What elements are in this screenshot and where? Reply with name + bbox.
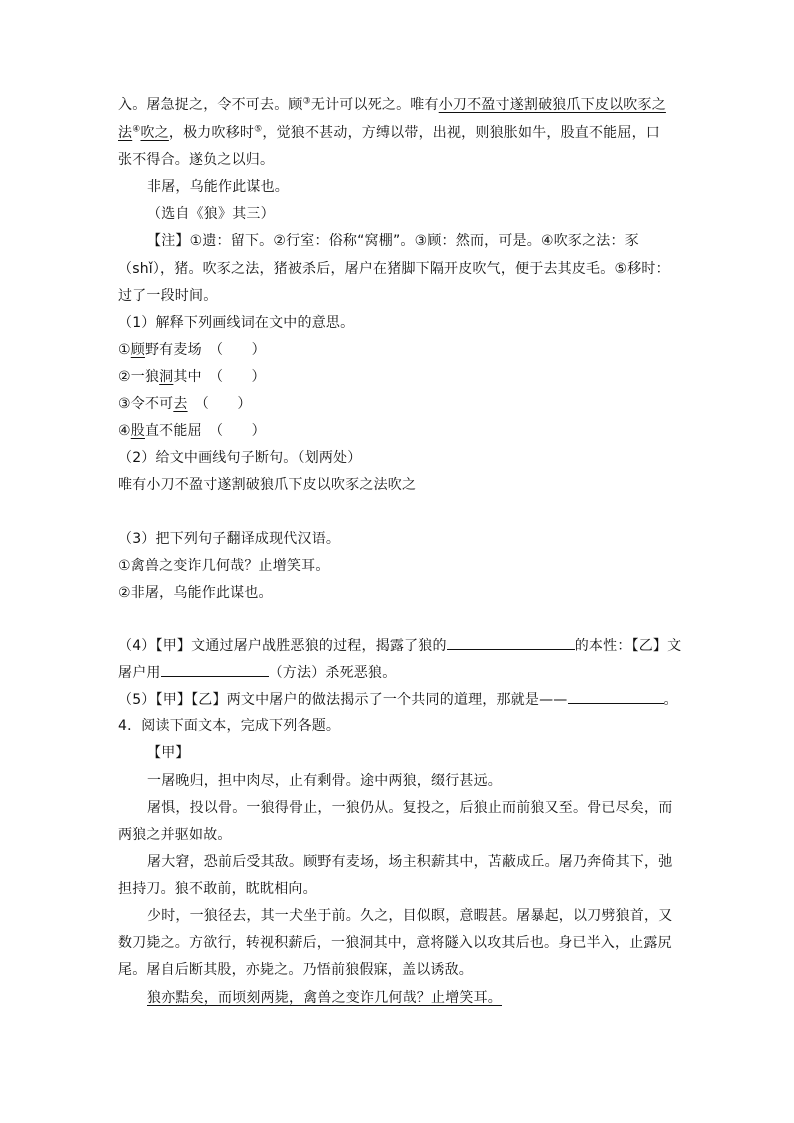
answer-blank[interactable] xyxy=(447,636,575,650)
passage-line-9 xyxy=(147,989,502,1007)
text-line-4: 非屠，乌能作此谋也。 xyxy=(147,179,289,195)
passage-line-4: 屠大窘，恐前后受其敌。顾野有麦场，场主积薪其中，苫蔽成丘。屠乃奔倚其下，弛 xyxy=(147,854,673,870)
question-3-item-1: ①禽兽之变诈几何哉？止增笑耳。 xyxy=(118,558,330,574)
underlined-sentence: 狼亦黠矣，而顷刻两毙，禽兽之变诈几何哉？止增笑耳。 xyxy=(147,990,502,1006)
question-3: （3）把下列句子翻译成现代汉语。 xyxy=(118,531,341,547)
text-line-2 xyxy=(118,124,660,142)
underlined-sentence: 法 xyxy=(118,125,133,141)
question-1-item-3: ③令不可去 （ ） xyxy=(118,396,252,412)
passage-line-8: 尾。屠自后断其股，亦毙之。乃悟前狼假寐，盖以诱敌。 xyxy=(118,962,473,978)
text-segment: ，觉狼不甚动，方缚以带，出视，则狼胀如牛，股直不能屈，口 xyxy=(262,125,660,141)
passage-jia-label: 【甲】 xyxy=(147,745,190,761)
question-2-sentence: 唯有小刀不盈寸遂割破狼爪下皮以吹豕之法吹之 xyxy=(118,477,417,493)
question-4-line-2: 屠户用 （方法）杀死恶狼。 xyxy=(118,665,397,681)
underlined-word: 去 xyxy=(173,396,188,412)
underlined-sentence: 吹之 xyxy=(140,125,169,141)
question-4-line-1: （4）【甲】文通过屠户战胜恶狼的过程，揭露了狼的 的本性：【乙】文 xyxy=(118,638,682,654)
text-segment: 入。屠急捉之，令不可去。顾 xyxy=(118,97,303,113)
notes-line-3: 过了一段时间。 xyxy=(118,288,218,304)
note-marker: ③ xyxy=(302,96,311,107)
note-marker: ④ xyxy=(132,124,141,135)
passage-line-5: 担持刀。狼不敢前，眈眈相向。 xyxy=(118,881,317,897)
passage-line-7: 数刀毙之。方欲行，转视积薪后，一狼洞其中，意将隧入以攻其后也。身已半入，止露尻 xyxy=(118,935,672,951)
question-3-item-2: ②非屠，乌能作此谋也。 xyxy=(118,585,273,601)
note-marker: ⑤ xyxy=(254,124,263,135)
question-1-item-1: ①顾野有麦场 （ ） xyxy=(118,342,266,358)
source-citation: （选自《狼》其三） xyxy=(147,206,275,222)
underlined-word: 洞 xyxy=(159,369,174,385)
passage-line-6: 少时，一狼径去，其一犬坐于前。久之，目似瞑，意暇甚。屠暴起，以刀劈狼首，又 xyxy=(147,908,673,924)
notes-line-2: （shǐ），猪。吹豕之法，猪被杀后，屠户在猪脚下隔开皮吹气，便于去其皮毛。⑤移时： xyxy=(118,261,670,277)
text-segment: ，极力吹移时 xyxy=(168,125,255,141)
passage-line-2: 屠惧，投以骨。一狼得骨止，一狼仍从。复投之，后狼止而前狼又至。骨已尽矣，而 xyxy=(147,800,673,816)
answer-blank[interactable] xyxy=(161,663,269,677)
text-line-3: 张不得合。遂负之以归。 xyxy=(118,152,275,168)
text-line-1 xyxy=(118,96,666,114)
passage-line-1: 一屠晚归，担中肉尽，止有剩骨。途中两狼，缀行甚远。 xyxy=(147,773,502,789)
problem-4-heading: 4．阅读下面文本，完成下列各题。 xyxy=(118,718,341,734)
question-2: （2）给文中画线句子断句。（划两处） xyxy=(118,450,362,466)
question-5: （5）【甲】【乙】两文中屠户的做法揭示了一个共同的道理，那就是—— 。 xyxy=(118,692,678,708)
question-1: （1）解释下列画线词在文中的意思。 xyxy=(118,315,355,331)
question-1-item-4: ④股直不能屈 （ ） xyxy=(118,423,266,439)
passage-line-3: 两狼之并驱如故。 xyxy=(118,827,232,843)
text-segment: 无计可以死之。唯有 xyxy=(310,97,439,113)
answer-blank[interactable] xyxy=(568,690,664,704)
underlined-sentence: 小刀不盈寸遂割破狼爪下皮以吹豕之 xyxy=(438,97,666,113)
underlined-word: 顾 xyxy=(130,342,145,358)
notes-line-1: 【注】①遗：留下。②行室：俗称“窝棚”。③顾：然而，可是。④吹豕之法：豕 xyxy=(147,233,639,249)
underlined-word: 股 xyxy=(130,423,145,439)
question-1-item-2: ②一狼洞其中 （ ） xyxy=(118,369,266,385)
